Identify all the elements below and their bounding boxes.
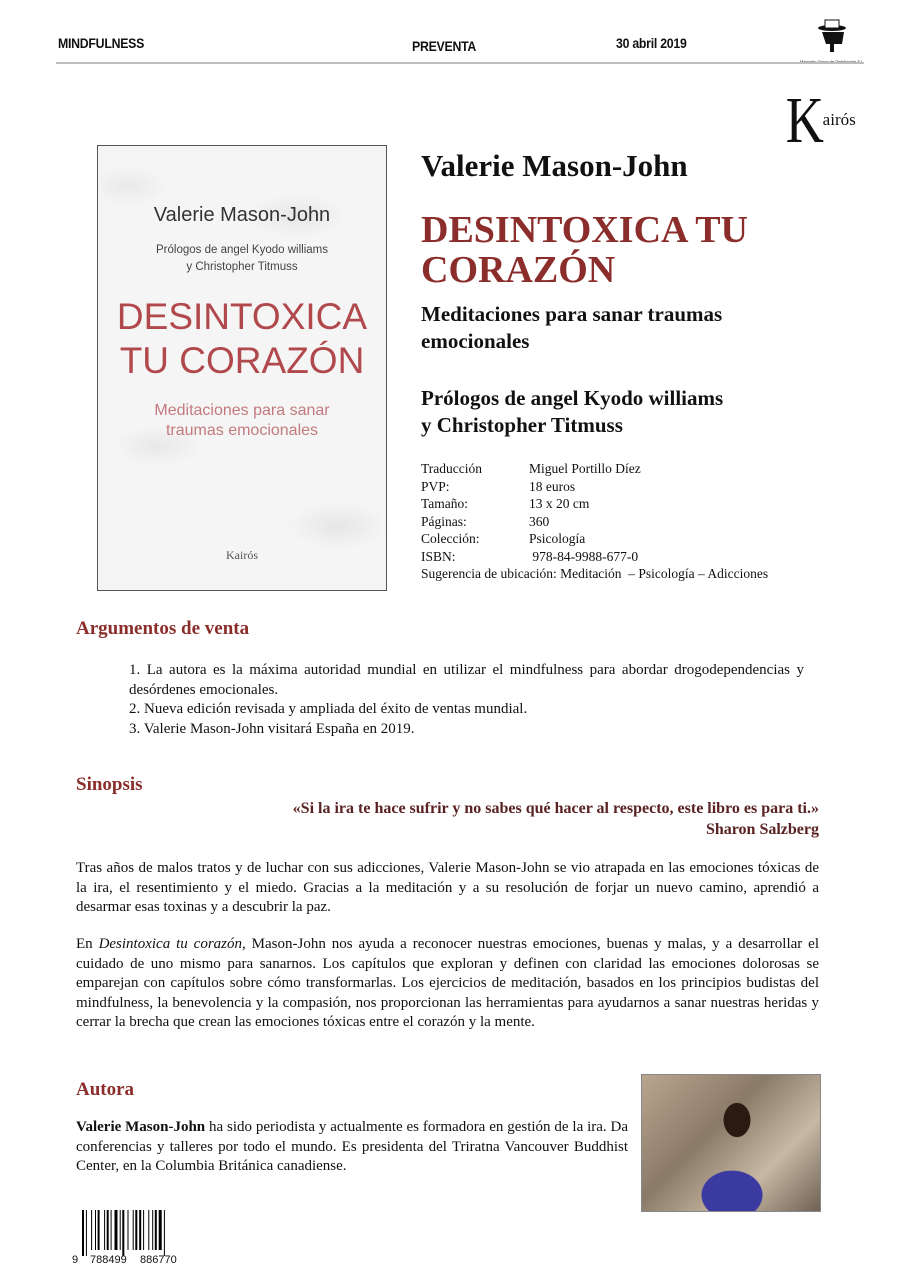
author-heading: Autora bbox=[76, 1079, 135, 1100]
argument-item: 3. Valerie Mason-John visitará España en 2019. bbox=[129, 720, 415, 737]
book-subtitle: Meditaciones para sanar traumas emocionales bbox=[421, 302, 723, 353]
detail-label: Traducción bbox=[421, 461, 482, 476]
barcode-bar bbox=[155, 1210, 157, 1250]
book-details bbox=[421, 460, 641, 565]
barcode-bar bbox=[152, 1210, 153, 1250]
detail-row bbox=[421, 513, 641, 531]
distributor-logo bbox=[800, 18, 864, 64]
detail-row bbox=[421, 548, 641, 566]
book-prologues: Prólogos de angel Kyodo williams y Christopher Titmuss bbox=[421, 386, 724, 437]
barcode-bar bbox=[115, 1210, 118, 1250]
detail-value: 18 euros bbox=[529, 478, 576, 494]
cover-title: DESINTOXICA bbox=[116, 296, 368, 337]
isbn-barcode: 9 788499 886770 bbox=[70, 1210, 200, 1270]
barcode-bar bbox=[107, 1210, 109, 1250]
detail-row bbox=[421, 530, 641, 548]
cover-subtitle: traumas emocionales bbox=[165, 422, 319, 439]
book-author: Valerie Mason-John bbox=[421, 148, 688, 183]
detail-value: 978-84-9988-677-0 bbox=[529, 548, 639, 564]
synopsis-paragraph: En Desintoxica tu corazón, Mason-John nos ayuda a reconocer nuestras emociones, buenas y malas, y a desarrollar el cuidado de uno mismo para sanarnos. Los capítulos que exploran y definen con claridad las emociones dolorosas se emparejan con capítulos sobre cómo transformarlas. Los ejercicios de meditación, basados en los principios budistas del mindfulness, la benevolencia y la compasión, nos proporcionan las herramientas para ayudarnos a sanar nuestras heridas y cerrar la brecha que crean las emociones tóxicas entre el corazón y la mente. bbox=[76, 936, 819, 1030]
author-bio: Valerie Mason-John ha sido periodista y actualmente es formadora en gestión de la ira. Da conferencias y talleres por todo el mundo. Es presidenta del Triratna Vancouver Buddhist Center, en la Columbia Británica canadiense. bbox=[76, 1119, 628, 1174]
synopsis-paragraph: Tras años de malos tratos y de luchar con sus adicciones, Valerie Mason-John se vio atrapada en las emociones tóxicas de la ira, el resentimiento y el miedo. Gracias a la meditación y a su resolución de forjar un nuevo camino, aprendió a desarmar esas toxinas y a descubrir la paz. bbox=[76, 860, 819, 915]
cover-publisher: Kairós bbox=[226, 548, 258, 562]
header-date: 30 abril 2019 bbox=[616, 35, 687, 51]
barcode-bar bbox=[95, 1210, 96, 1250]
detail-row bbox=[421, 460, 641, 478]
synopsis-heading: Sinopsis bbox=[76, 774, 143, 795]
cover-author: Valerie Mason-John bbox=[153, 204, 331, 226]
barcode-bar bbox=[133, 1210, 134, 1250]
detail-label: Tamaño: bbox=[421, 496, 469, 511]
barcode-bar bbox=[82, 1210, 84, 1256]
cover-prologue: y Christopher Titmuss bbox=[186, 261, 298, 273]
cover-prologue: Prólogos de angel Kyodo williams bbox=[156, 244, 328, 256]
detail-value: 360 bbox=[529, 513, 550, 529]
book-cover bbox=[97, 145, 387, 591]
kairos-logo: Kairós bbox=[785, 84, 856, 157]
argument-item: 2. Nueva edición revisada y ampliada del éxito de ventas mundial. bbox=[129, 701, 528, 717]
detail-value: 13 x 20 cm bbox=[529, 496, 590, 511]
author-photo bbox=[641, 1074, 821, 1212]
barcode-bar bbox=[104, 1210, 105, 1250]
placement-suggestion: Sugerencia de ubicación: Meditación – Psicología – Adicciones bbox=[421, 566, 769, 581]
detail-row bbox=[421, 495, 641, 513]
argument-item: 1. La autora es la máxima autoridad mundial en utilizar el mindfulness para abordar drogodependencias y desórdenes emocionales. bbox=[129, 662, 804, 698]
header-category: MINDFULNESS bbox=[58, 35, 145, 51]
header-divider bbox=[56, 62, 864, 64]
book-title: DESINTOXICA TU CORAZÓN bbox=[421, 209, 748, 291]
barcode-bar bbox=[120, 1210, 121, 1250]
detail-row bbox=[421, 478, 641, 496]
quote-author: Sharon Salzberg bbox=[705, 821, 819, 838]
barcode-bar bbox=[143, 1210, 144, 1250]
detail-value: Miguel Portillo Díez bbox=[529, 461, 641, 476]
detail-label: PVP: bbox=[421, 478, 450, 494]
barcode-bar bbox=[122, 1210, 124, 1256]
detail-value: Psicología bbox=[529, 531, 586, 546]
hat-man-icon bbox=[812, 18, 852, 54]
barcode-bar bbox=[91, 1210, 92, 1250]
barcode-bar bbox=[148, 1210, 149, 1250]
barcode-bar bbox=[128, 1210, 129, 1250]
barcode-bar bbox=[111, 1210, 112, 1250]
arguments-heading: Argumentos de venta bbox=[76, 618, 250, 639]
barcode-bar bbox=[159, 1210, 162, 1250]
synopsis-quote: «Si la ira te hace sufrir y no sabes qué hacer al respecto, este libro es para ti.» Sharon Salzberg bbox=[150, 798, 819, 840]
barcode-bar bbox=[164, 1210, 165, 1256]
detail-label: Colección: bbox=[421, 531, 480, 546]
detail-label: ISBN: bbox=[421, 548, 456, 564]
header-status: PREVENTA bbox=[412, 38, 477, 54]
cover-title: TU CORAZÓN bbox=[119, 340, 365, 381]
barcode-bar bbox=[135, 1210, 137, 1250]
barcode-bars bbox=[82, 1210, 202, 1256]
barcode-bar bbox=[86, 1210, 87, 1256]
barcode-bar bbox=[139, 1210, 141, 1250]
arguments-list bbox=[129, 661, 804, 739]
barcode-bar bbox=[98, 1210, 100, 1250]
detail-label: Páginas: bbox=[421, 513, 467, 529]
cover-subtitle: Meditaciones para sanar bbox=[154, 402, 330, 419]
